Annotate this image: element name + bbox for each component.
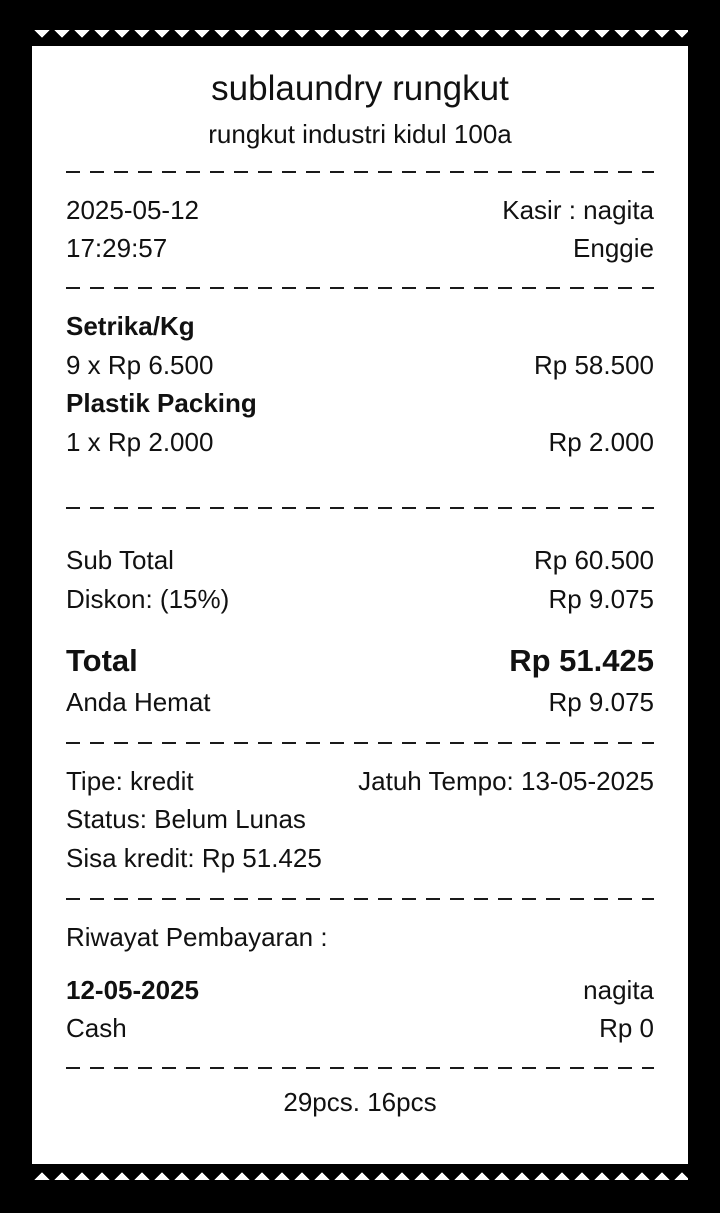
discount-row — [66, 580, 654, 618]
payment-due-label: Jatuh Tempo: 13-05-2025 — [358, 765, 654, 796]
line-item-detail-row — [66, 423, 654, 461]
line-item-amount: Rp 2.000 — [548, 427, 654, 458]
transaction-time-row — [66, 229, 654, 267]
subtotal-label: Sub Total — [66, 545, 174, 576]
spacer-before-summary — [66, 527, 654, 541]
history-entry-date: 12-05-2025 — [66, 974, 199, 1005]
shop-address: rungkut industri kidul 100a — [208, 119, 512, 149]
divider-3 — [66, 507, 654, 509]
history-entry-method: Cash — [66, 1013, 127, 1044]
discount-label: Diskon: (15%) — [66, 583, 230, 614]
total-row — [66, 638, 654, 684]
total-value: Rp 51.425 — [509, 642, 654, 678]
divider-5 — [66, 898, 654, 900]
subtotal-row — [66, 541, 654, 579]
transaction-time: 17:29:57 — [66, 232, 168, 263]
receipt-bottom-edge — [32, 1164, 688, 1180]
payment-type-label: Tipe: kredit — [66, 765, 194, 796]
history-entry-operator: nagita — [583, 974, 654, 1005]
line-item-2 — [66, 384, 654, 461]
line-item-qty-price: 1 x Rp 2.000 — [66, 427, 214, 458]
total-label: Total — [66, 642, 138, 678]
line-item-amount: Rp 58.500 — [534, 349, 654, 380]
payment-type-row — [66, 762, 654, 800]
history-entry-amount-row — [66, 1009, 654, 1047]
discount-value: Rp 9.075 — [548, 583, 654, 614]
divider-4 — [66, 742, 654, 744]
line-item-name: Setrika/Kg — [66, 310, 195, 341]
savings-label: Anda Hemat — [66, 687, 211, 718]
spacer-before-history — [66, 957, 654, 971]
payment-history-title: Riwayat Pembayaran : — [66, 921, 328, 952]
subtotal-value: Rp 60.500 — [534, 545, 654, 576]
history-entry-amount: Rp 0 — [599, 1013, 654, 1044]
receipt-paper — [32, 30, 688, 1180]
shop-name: sublaundry rungkut — [211, 69, 509, 108]
line-item-name: Plastik Packing — [66, 388, 257, 419]
payment-history-entry — [66, 971, 654, 1047]
history-entry-header-row — [66, 971, 654, 1009]
transaction-date: 2025-05-12 — [66, 194, 199, 225]
payment-status-label: Status: Belum Lunas — [66, 803, 306, 834]
line-item-qty-price: 9 x Rp 6.500 — [66, 349, 214, 380]
footer-pieces: 29pcs. 16pcs — [283, 1087, 437, 1118]
divider-2 — [66, 287, 654, 289]
divider-6 — [66, 1067, 654, 1069]
transaction-date-row — [66, 191, 654, 229]
line-item-1 — [66, 307, 654, 384]
savings-row — [66, 683, 654, 721]
payment-remaining-label: Sisa kredit: Rp 51.425 — [66, 842, 322, 873]
spacer-after-items — [66, 461, 654, 487]
line-item-detail-row — [66, 346, 654, 384]
cashier-label: Kasir : nagita — [502, 194, 654, 225]
savings-value: Rp 9.075 — [548, 687, 654, 718]
divider-1 — [66, 171, 654, 173]
cashier-name: Enggie — [573, 232, 654, 263]
receipt-content — [66, 30, 654, 1118]
